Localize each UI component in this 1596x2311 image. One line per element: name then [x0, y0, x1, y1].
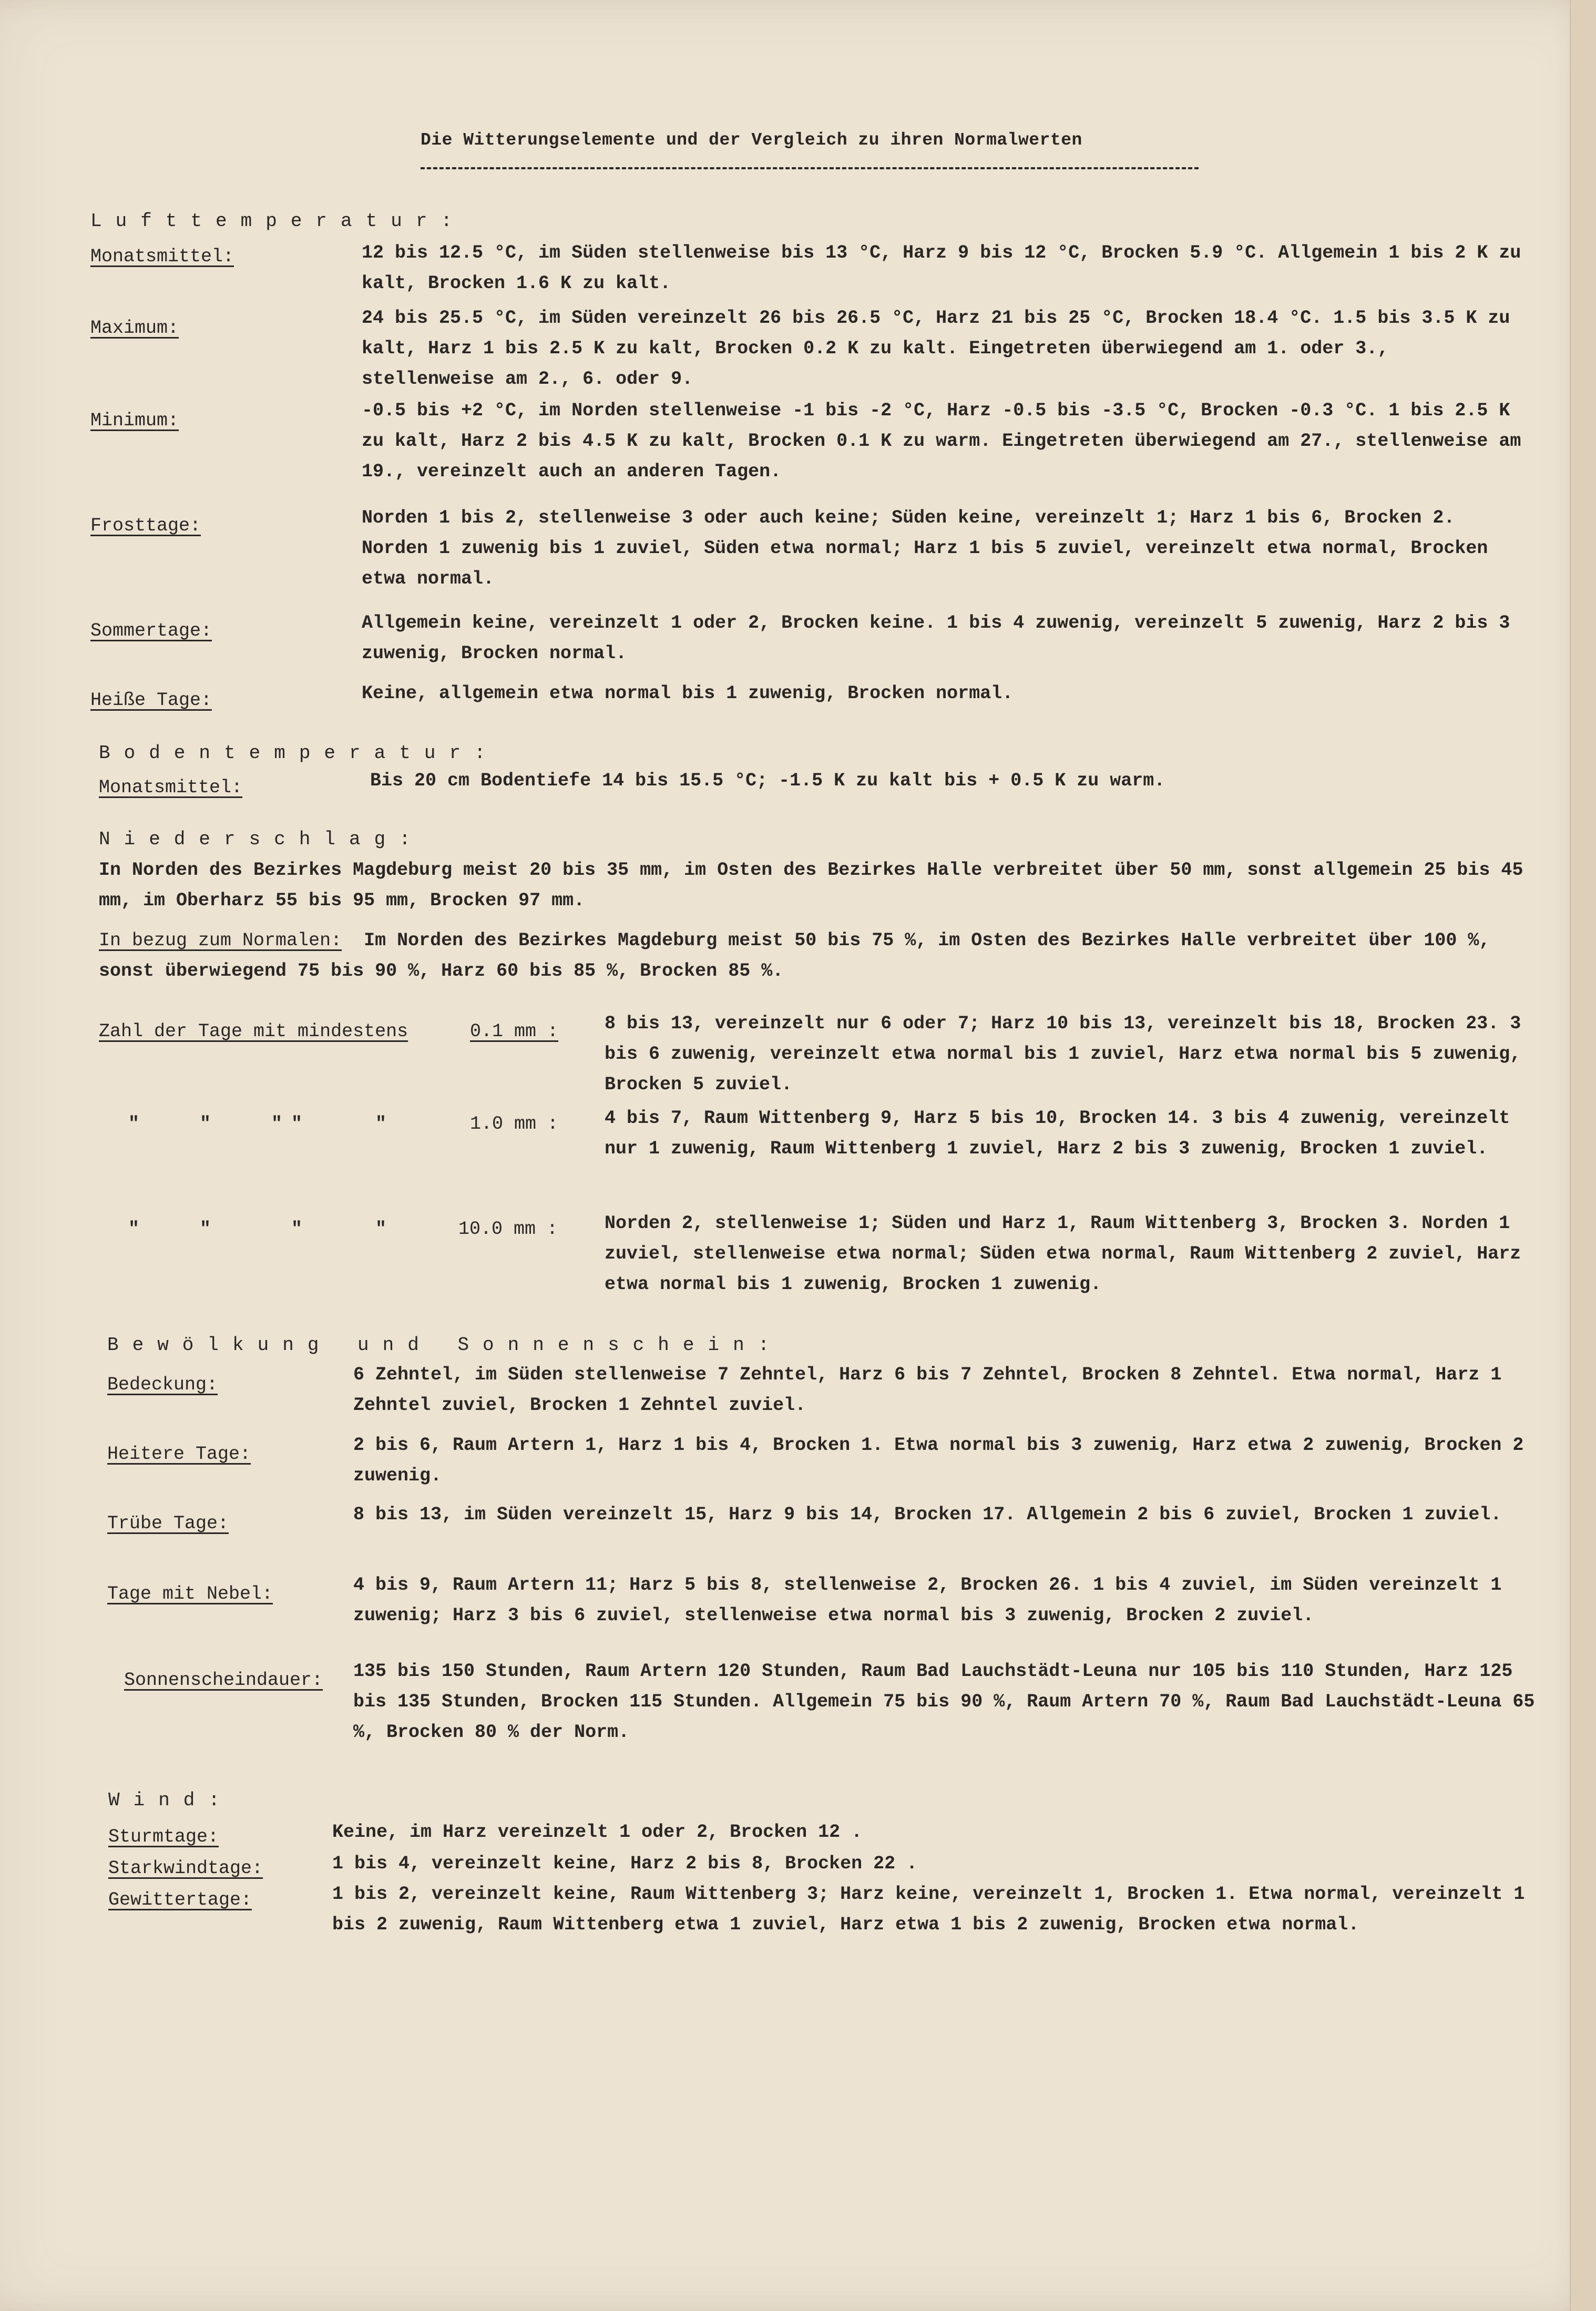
label-boden-monatsmittel: Monatsmittel:	[99, 777, 243, 798]
label-heitere-tage: Heitere Tage:	[107, 1444, 251, 1465]
label-minimum: Minimum:	[90, 410, 179, 431]
ditto-mark: "	[375, 1219, 387, 1240]
text-sommertage: Allgemein keine, vereinzelt 1 oder 2, Brocken keine. 1 bis 4 zuwenig, vereinzelt 5 zuwenig, Harz 2 bis 3 zuwenig, Brocken normal.	[362, 612, 1510, 664]
text-heitere-tage: 2 bis 6, Raum Artern 1, Harz 1 bis 4, Brocken 1. Etwa normal bis 3 zuwenig, Harz etwa 2 zuwenig, Brocken 2 zuwenig.	[353, 1435, 1524, 1486]
text-boden-monatsmittel: Bis 20 cm Bodentiefe 14 bis 15.5 °C; -1.5 K zu kalt bis + 0.5 K zu warm.	[370, 770, 1165, 791]
label-zahl-der-tage: Zahl der Tage mit mindestens	[99, 1021, 408, 1042]
text-tage-mit-nebel: 4 bis 9, Raum Artern 11; Harz 5 bis 8, stellenweise 2, Brocken 26. 1 bis 4 zuviel, im Süden vereinzelt 1 zuwenig; Harz 3 bis 6 zuviel, stellenweise etwa normal bis 3 zuwenig, Brocken 2 zuviel.	[353, 1574, 1502, 1626]
text-monatsmittel: 12 bis 12.5 °C, im Süden stellenweise bis 13 °C, Harz 9 bis 12 °C, Brocken 5.9 °C. Allgemein 1 bis 2 K zu kalt, Brocken 1.6 K zu kalt.	[362, 242, 1521, 294]
text-heisse-tage: Keine, allgemein etwa normal bis 1 zuwenig, Brocken normal.	[362, 683, 1014, 704]
ditto-mark: "	[271, 1113, 283, 1134]
text-maximum: 24 bis 25.5 °C, im Süden vereinzelt 26 bis 26.5 °C, Harz 21 bis 25 °C, Brocken 18.4 °C. 1.5 bis 3.5 K zu kalt, Harz 1 bis 2.5 K zu kalt, Brocken 0.2 K zu kalt. Eingetreten überwiegend am 1. oder 3., stellenweise am 2., 6. oder 9.	[362, 308, 1510, 390]
section-heading-wind: Wind:	[108, 1790, 234, 1811]
label-sonnenscheindauer: Sonnenscheindauer:	[124, 1670, 323, 1691]
threshold-1-0-mm: 1.0 mm :	[470, 1113, 559, 1134]
label-sommertage: Sommertage:	[90, 620, 212, 641]
ditto-mark: "	[375, 1113, 387, 1134]
threshold-10-0-mm: 10.0 mm :	[458, 1219, 558, 1240]
section-heading-bewoelkung: Bewölkung und Sonnenschein:	[107, 1334, 783, 1356]
text-truebe-tage: 8 bis 13, im Süden vereinzelt 15, Harz 9 bis 14, Brocken 17. Allgemein 2 bis 6 zuviel, Brocken 1 zuviel.	[353, 1504, 1502, 1525]
text-frosttage: Norden 1 bis 2, stellenweise 3 oder auch keine; Süden keine, vereinzelt 1; Harz 1 bis 6, Brocken 2. Norden 1 zuwenig bis 1 zuviel, Süden etwa normal; Harz 1 bis 5 zuviel, vereinzelt etwa normal, Brocken etwa normal.	[362, 507, 1488, 589]
page-edge-shadow	[1570, 0, 1596, 2311]
text-bedeckung: 6 Zehntel, im Süden stellenweise 7 Zehntel, Harz 6 bis 7 Zehntel, Brocken 8 Zehntel. Etwa normal, Harz 1 Zehntel zuviel, Brocken 1 Zehntel zuviel.	[353, 1364, 1502, 1416]
text-sonnenscheindauer: 135 bis 150 Stunden, Raum Artern 120 Stunden, Raum Bad Lauchstädt-Leuna nur 105 bis 110 Stunden, Harz 125 bis 135 Stunden, Brocken 115 Stunden. Allgemein 75 bis 90 %, Raum Artern 70 %, Raum Bad Lauchstädt-Leuna 65 %, Brocken 80 % der Norm.	[353, 1661, 1535, 1743]
section-heading-niederschlag: Niederschlag:	[99, 829, 424, 850]
text-threshold-1-0-mm: 4 bis 7, Raum Wittenberg 9, Harz 5 bis 10, Brocken 14. 3 bis 4 zuwenig, vereinzelt nur 1 zuwenig, Raum Wittenberg 1 zuviel, Harz 2 bis 3 zuwenig, Brocken 1 zuviel.	[605, 1108, 1510, 1159]
label-bedeckung: Bedeckung:	[107, 1374, 218, 1395]
text-threshold-0-1-mm: 8 bis 13, vereinzelt nur 6 oder 7; Harz 10 bis 13, vereinzelt bis 18, Brocken 23. 3 bis 6 zuwenig, vereinzelt etwa normal bis 1 zuviel, Harz etwa normal bis 5 zuwenig, Brocken 5 zuviel.	[605, 1013, 1521, 1095]
ditto-mark: "	[200, 1113, 211, 1134]
section-heading-bodentemperatur: Bodentemperatur:	[99, 742, 499, 764]
text-starkwindtage: 1 bis 4, vereinzelt keine, Harz 2 bis 8, Brocken 22 .	[332, 1853, 918, 1874]
text-threshold-10-0-mm: Norden 2, stellenweise 1; Süden und Harz 1, Raum Wittenberg 3, Brocken 3. Norden 1 zuviel, stellenweise etwa normal; Süden etwa normal, Raum Wittenberg 2 zuviel, Harz etwa normal bis 1 zuwenig, Brocken 1 zuwenig.	[605, 1213, 1521, 1295]
ditto-mark: "	[128, 1113, 140, 1134]
label-in-bezug-zum-normalen: In bezug zum Normalen:	[99, 930, 342, 951]
ditto-mark: "	[291, 1219, 303, 1240]
text-in-bezug-zum-normalen: Im Norden des Bezirkes Magdeburg meist 50 bis 75 %, im Osten des Bezirkes Halle verbreitet über 100 %, sonst überwiegend 75 bis 90 %, Harz 60 bis 85 %, Brocken 85 %.	[99, 930, 1490, 981]
threshold-0-1-mm: 0.1 mm :	[470, 1021, 559, 1042]
label-starkwindtage: Starkwindtage:	[108, 1858, 263, 1879]
ditto-mark: "	[128, 1219, 140, 1240]
ditto-mark: "	[200, 1219, 211, 1240]
text-sturmtage: Keine, im Harz vereinzelt 1 oder 2, Brocken 12 .	[332, 1822, 863, 1843]
text-minimum: -0.5 bis +2 °C, im Norden stellenweise -1 bis -2 °C, Harz -0.5 bis -3.5 °C, Brocken -0.3 °C. 1 bis 2.5 K zu kalt, Harz 2 bis 4.5 K zu kalt, Brocken 0.1 K zu warm. Eingetreten überwiegend am 27., stellenweise am 19., vereinzelt auch an anderen Tagen.	[362, 400, 1521, 482]
ditto-mark: "	[291, 1113, 303, 1134]
text-niederschlag-summary: In Norden des Bezirkes Magdeburg meist 20 bis 35 mm, im Osten des Bezirkes Halle verbreitet über 50 mm, sonst allgemein 25 bis 45 mm, im Oberharz 55 bis 95 mm, Brocken 97 mm.	[99, 860, 1523, 911]
text-niederschlag-normal	[99, 925, 1529, 986]
label-tage-mit-nebel: Tage mit Nebel:	[107, 1583, 273, 1604]
label-heisse-tage: Heiße Tage:	[90, 690, 212, 711]
label-gewittertage: Gewittertage:	[108, 1889, 252, 1910]
section-heading-lufttemperatur: Lufttemperatur:	[90, 210, 466, 232]
label-truebe-tage: Trübe Tage:	[107, 1513, 229, 1534]
page-title: Die Witterungselemente und der Vergleich zu ihren Normalwerten	[421, 130, 1082, 150]
label-sturmtage: Sturmtage:	[108, 1826, 219, 1847]
title-dashed-underline	[421, 167, 1199, 169]
text-gewittertage: 1 bis 2, vereinzelt keine, Raum Wittenberg 3; Harz keine, vereinzelt 1, Brocken 1. Etwa normal, vereinzelt 1 bis 2 zuwenig, Raum Wittenberg etwa 1 zuviel, Harz etwa 1 bis 2 zuwenig, Brocken etwa normal.	[332, 1884, 1525, 1935]
label-frosttage: Frosttage:	[90, 515, 201, 536]
label-monatsmittel: Monatsmittel:	[90, 246, 234, 267]
label-maximum: Maximum:	[90, 318, 179, 339]
